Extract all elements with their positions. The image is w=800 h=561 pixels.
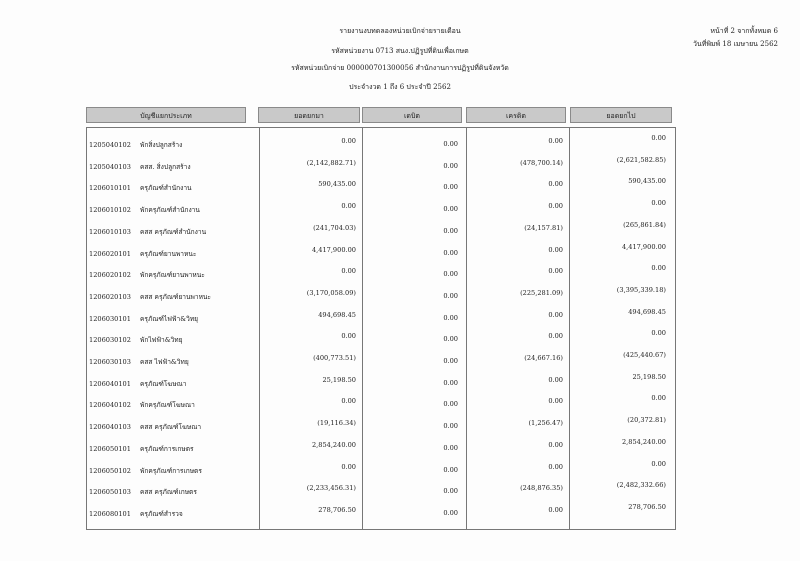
closing-balance: 0.00 <box>651 394 666 403</box>
opening-balance: (2,142,882.71) <box>306 158 356 167</box>
closing-balance: (265,861.84) <box>623 220 666 229</box>
opening-balance: 0.00 <box>341 462 356 471</box>
debit-amount: 0.00 <box>443 443 458 452</box>
account-name: ครุภัณฑ์ยานพาหนะ <box>140 249 197 258</box>
credit-amount: (24,157.81) <box>524 223 563 232</box>
closing-balance: 0.00 <box>651 329 666 338</box>
table-row <box>86 392 676 413</box>
opening-balance: 2,854,240.00 <box>311 440 356 449</box>
col-header-credit: เครดิต <box>466 107 566 123</box>
table-row <box>86 132 676 153</box>
account-code: 1206010102 <box>89 206 131 215</box>
credit-amount: (24,667.16) <box>524 354 563 362</box>
table-row <box>86 241 676 262</box>
table-row <box>86 479 676 500</box>
credit-amount: 0.00 <box>548 267 563 276</box>
table-row <box>86 262 676 283</box>
debit-amount: 0.00 <box>443 205 458 214</box>
account-code: 1205040102 <box>89 141 131 149</box>
debit-amount: 0.00 <box>443 487 458 496</box>
opening-balance: 0.00 <box>341 267 356 276</box>
account-name: ครุภัณฑ์ไฟฟ้า&วิทยุ <box>140 314 199 323</box>
report-title: รายงานงบทดลองหน่วยเบิกจ่ายรายเดือน <box>339 27 461 35</box>
opening-balance: 0.00 <box>341 202 356 211</box>
account-code: 1206040102 <box>89 401 131 410</box>
account-code: 1206040103 <box>89 423 131 432</box>
table-row <box>86 501 676 522</box>
closing-balance: 0.00 <box>651 134 666 142</box>
credit-amount: 0.00 <box>548 397 563 406</box>
account-name: พักครุภัณฑ์การเกษตร <box>140 466 202 475</box>
account-code: 1206050103 <box>89 488 131 497</box>
table-row <box>86 175 676 196</box>
credit-amount: (248,876.35) <box>520 484 563 493</box>
closing-balance: 0.00 <box>651 459 666 468</box>
closing-balance: (20,372.81) <box>627 416 666 425</box>
debit-amount: 0.00 <box>443 183 458 192</box>
account-name: ครุภัณฑ์โฆษณา <box>140 379 187 388</box>
disbursing-unit-line: รหัสหน่วยเบิกจ่าย 000000701300056 สำนักงานการปฏิรูปที่ดินจังหวัด <box>291 64 509 72</box>
table-row <box>86 458 676 479</box>
credit-amount: 0.00 <box>548 462 563 471</box>
closing-balance: 0.00 <box>651 264 666 273</box>
account-name: พักครุภัณฑ์โฆษณา <box>140 401 195 410</box>
agency-line: รหัสหน่วยงาน 0713 สนง.ปฏิรูปที่ดินเพื่อเกษต <box>331 47 469 55</box>
debit-amount: 0.00 <box>443 313 458 322</box>
page-info <box>628 26 778 52</box>
closing-balance: 590,435.00 <box>628 177 666 186</box>
opening-balance: 0.00 <box>341 332 356 341</box>
opening-balance: 4,417,900.00 <box>311 245 356 254</box>
closing-balance: 278,706.50 <box>628 502 666 511</box>
table-row <box>86 436 676 457</box>
closing-balance: 25,198.50 <box>632 372 666 381</box>
table-row <box>86 219 676 240</box>
account-code: 1206010101 <box>89 184 131 193</box>
debit-amount: 0.00 <box>443 161 458 170</box>
account-code: 1206050102 <box>89 466 131 475</box>
credit-amount: 0.00 <box>548 245 563 254</box>
closing-balance: 494,698.45 <box>628 307 666 316</box>
debit-amount: 0.00 <box>443 357 458 365</box>
table-row <box>86 154 676 175</box>
opening-balance: (2,233,456.31) <box>306 484 356 493</box>
debit-amount: 0.00 <box>443 465 458 474</box>
table-row <box>86 197 676 218</box>
credit-amount: (225,281.09) <box>520 288 563 297</box>
debit-amount: 0.00 <box>443 248 458 257</box>
account-code: 1206030102 <box>89 336 131 345</box>
table-row <box>86 414 676 435</box>
account-code: 1206020101 <box>89 249 131 258</box>
opening-balance: 494,698.45 <box>318 310 356 319</box>
opening-balance: 0.00 <box>341 397 356 406</box>
closing-balance: (2,482,332.66) <box>616 481 666 490</box>
debit-amount: 0.00 <box>443 335 458 344</box>
opening-balance: 0.00 <box>341 137 356 145</box>
table-row <box>86 284 676 305</box>
account-name: พักครุภัณฑ์ยานพาหนะ <box>140 271 205 280</box>
debit-amount: 0.00 <box>443 140 458 148</box>
account-name: พักสิ่งปลูกสร้าง <box>140 141 183 149</box>
account-name: พักไฟฟ้า&วิทยุ <box>140 336 183 345</box>
credit-amount: 0.00 <box>548 180 563 189</box>
account-name: พักครุภัณฑ์สำนักงาน <box>140 206 200 215</box>
closing-balance: 2,854,240.00 <box>621 437 666 446</box>
credit-amount: (478,700.14) <box>520 158 563 167</box>
account-code: 1206020102 <box>89 271 131 280</box>
page-number: หน้าที่ 2 จากทั้งหมด 6 <box>710 27 778 35</box>
table-row <box>86 306 676 327</box>
account-name: คสส ไฟฟ้า&วิทยุ <box>140 358 189 366</box>
debit-amount: 0.00 <box>443 270 458 279</box>
debit-amount: 0.00 <box>443 291 458 300</box>
col-header-debit: เดบิต <box>362 107 462 123</box>
account-code: 1206030101 <box>89 314 131 323</box>
account-code: 1206030103 <box>89 358 131 366</box>
closing-balance: 4,417,900.00 <box>621 242 666 251</box>
credit-amount: 0.00 <box>548 375 563 384</box>
credit-amount: 0.00 <box>548 137 563 145</box>
account-name: คสส. สิ่งปลูกสร้าง <box>140 162 191 171</box>
credit-amount: (1,256.47) <box>528 419 563 428</box>
account-name: ครุภัณฑ์สำรวจ <box>140 509 183 518</box>
table-row <box>86 371 676 392</box>
debit-amount: 0.00 <box>443 378 458 387</box>
opening-balance: (19,116.34) <box>317 419 356 428</box>
col-header-opening: ยอดยกมา <box>258 107 360 123</box>
credit-amount: 0.00 <box>548 440 563 449</box>
credit-amount: 0.00 <box>548 202 563 211</box>
credit-amount: 0.00 <box>548 505 563 514</box>
account-name: คสส ครุภัณฑ์ยานพาหนะ <box>140 292 211 301</box>
opening-balance: 25,198.50 <box>322 375 356 384</box>
opening-balance: (3,170,058.09) <box>306 288 356 297</box>
account-code: 1206040101 <box>89 379 131 388</box>
closing-balance: 0.00 <box>651 199 666 208</box>
account-code: 1205040103 <box>89 162 131 171</box>
debit-amount: 0.00 <box>443 226 458 235</box>
account-code: 1206050101 <box>89 444 131 453</box>
closing-balance: (425,440.67) <box>623 351 666 359</box>
print-date: วันที่พิมพ์ 18 เมษายน 2562 <box>692 40 778 48</box>
closing-balance: (2,621,582.85) <box>616 155 666 164</box>
debit-amount: 0.00 <box>443 400 458 409</box>
closing-balance: (3,395,339.18) <box>616 285 666 294</box>
col-header-account: บัญชีแยกประเภท <box>86 107 246 123</box>
account-name: ครุภัณฑ์สำนักงาน <box>140 184 192 193</box>
debit-amount: 0.00 <box>443 422 458 431</box>
account-code: 1206020103 <box>89 292 131 301</box>
opening-balance: (400,773.51) <box>313 354 356 362</box>
period-line: ประจำงวด 1 ถึง 6 ประจำปี 2562 <box>349 83 451 91</box>
opening-balance: 590,435.00 <box>318 180 356 189</box>
opening-balance: (241,704.03) <box>313 223 356 232</box>
table-header <box>86 105 676 127</box>
credit-amount: 0.00 <box>548 332 563 341</box>
account-name: คสส ครุภัณฑ์เกษตร <box>140 488 197 497</box>
opening-balance: 278,706.50 <box>318 505 356 514</box>
col-header-closing: ยอดยกไป <box>570 107 672 123</box>
table-row <box>86 327 676 348</box>
account-name: คสส ครุภัณฑ์สำนักงาน <box>140 227 207 236</box>
account-code: 1206010103 <box>89 227 131 236</box>
account-name: ครุภัณฑ์การเกษตร <box>140 444 194 453</box>
table-row <box>86 349 676 370</box>
debit-amount: 0.00 <box>443 508 458 517</box>
account-name: คสส ครุภัณฑ์โฆษณา <box>140 423 202 432</box>
credit-amount: 0.00 <box>548 310 563 319</box>
account-code: 1206080101 <box>89 509 131 518</box>
